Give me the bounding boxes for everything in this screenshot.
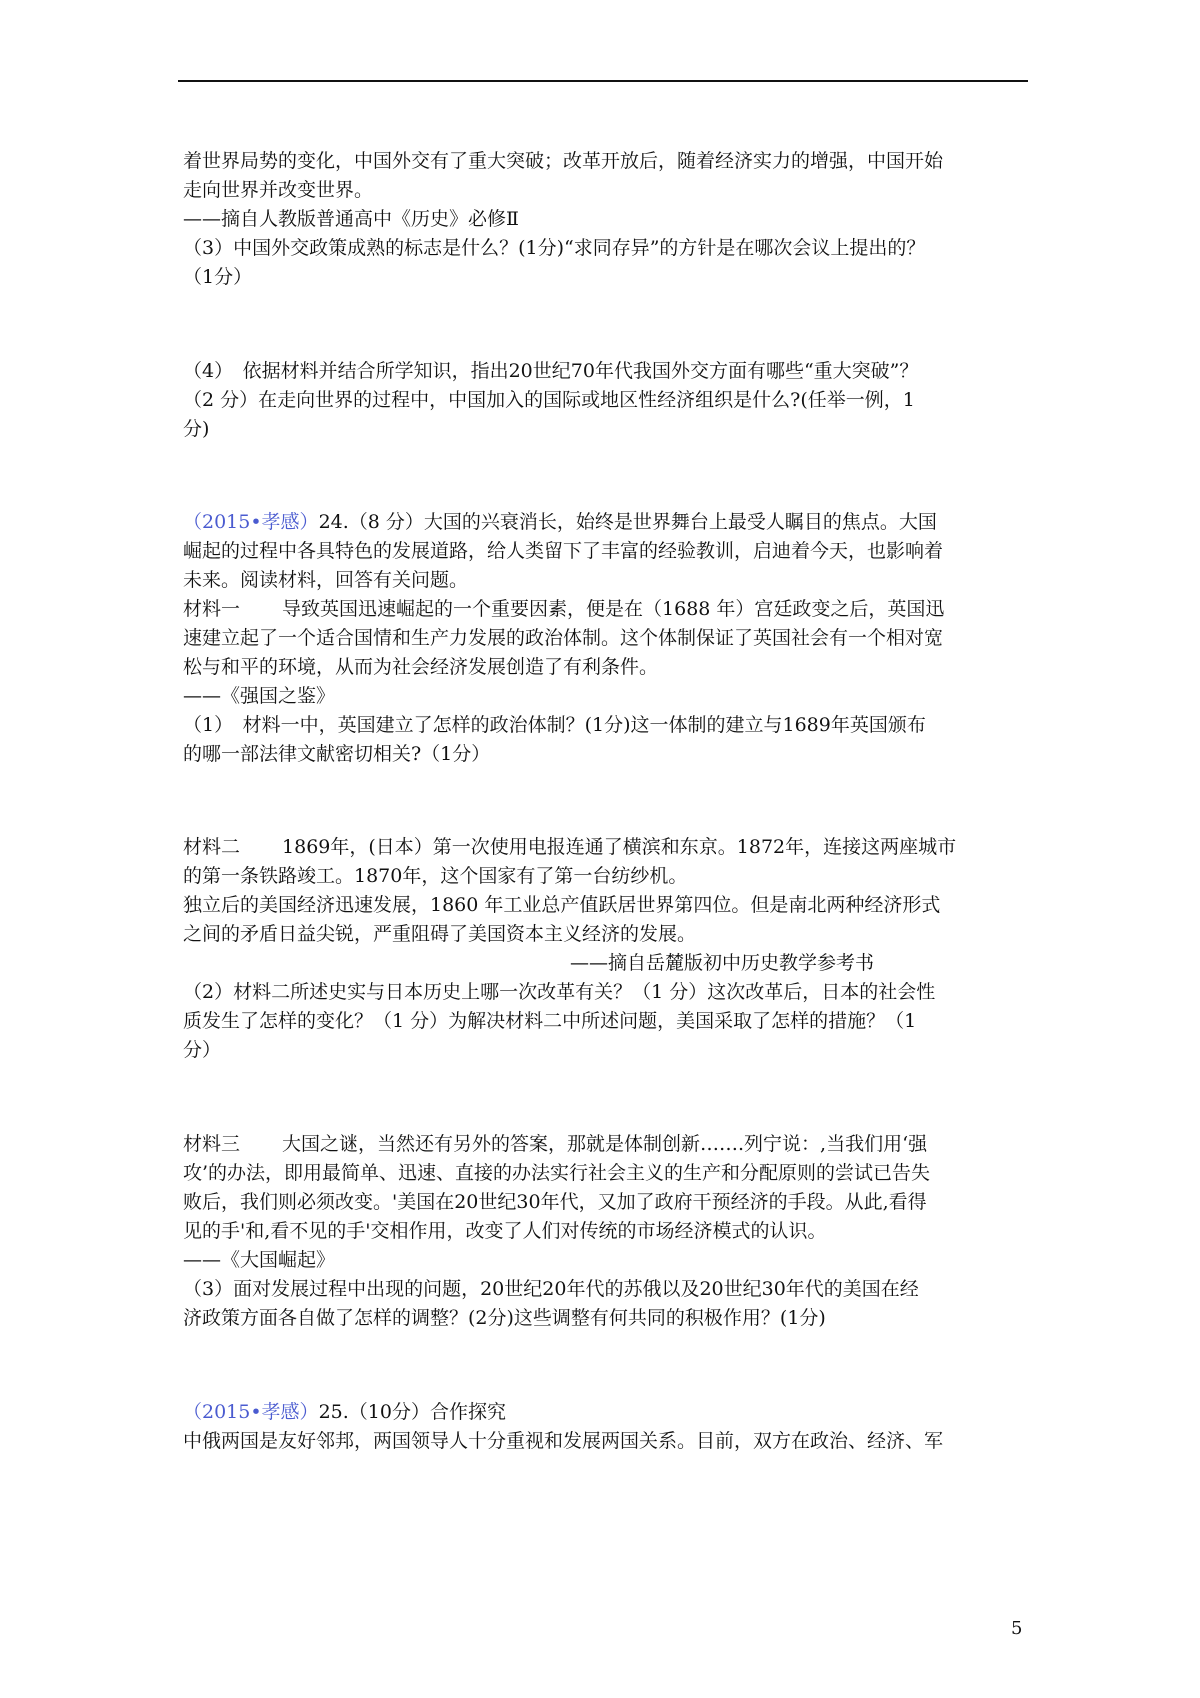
material-label: 材料三 xyxy=(183,1133,241,1155)
question-line: （4） 依据材料并结合所学知识，指出20世纪70年代我国外交方面有哪些“重大突破”？ xyxy=(183,360,919,382)
source-line: ——《强国之鉴》 xyxy=(183,685,336,707)
header-rule xyxy=(178,80,1028,82)
question-line: （1） 材料一中，英国建立了怎样的政治体制？(1分)这一体制的建立与1689年英国颁布 xyxy=(183,714,926,736)
question-line: （2 分）在走向世界的过程中，中国加入的国际或地区性经济组织是什么?(任举一例，1 xyxy=(183,389,915,411)
question-24-header xyxy=(183,508,937,536)
question-line: （3）中国外交政策成熟的标志是什么？(1分)“求同存异”的方针是在哪次会议上提出的？ xyxy=(183,237,926,259)
question-line: 质发生了怎样的变化？（1 分）为解决材料二中所述问题，美国采取了怎样的措施？（1 xyxy=(183,1010,917,1032)
page-number: 5 xyxy=(1011,1618,1023,1639)
text-line: 崛起的过程中各具特色的发展道路，给人类留下了丰富的经验教训，启迪着今天，也影响着 xyxy=(183,540,944,562)
text-line: 的第一条铁路竣工。1870年，这个国家有了第一台纺纱机。 xyxy=(183,865,688,887)
text-line: 松与和平的环境，从而为社会经济发展创造了有利条件。 xyxy=(183,656,659,678)
material-label: 材料一 xyxy=(183,598,241,620)
exam-source: （2015•孝感） xyxy=(183,1401,319,1423)
question-line: （1分） xyxy=(183,266,253,288)
source-line: ——摘自人教版普通高中《历史》必修Ⅱ xyxy=(183,208,519,230)
question-text: 24.（8 分）大国的兴衰消长，始终是世界舞台上最受人瞩目的焦点。大国 xyxy=(318,511,937,533)
text-line: 见的手'和,看不见的手'交相作用，改变了人们对传统的市场经济模式的认识。 xyxy=(183,1220,827,1242)
exam-source: （2015•孝感） xyxy=(183,511,319,533)
text-line: 败后，我们则必须改变。'美国在20世纪30年代，又加了政府干预经济的手段。从此,看得 xyxy=(183,1191,927,1213)
text-line: 未来。阅读材料，回答有关问题。 xyxy=(183,569,469,591)
material-text: 1869年，(日本）第一次使用电报连通了横滨和东京。1872年，连接这两座城市 xyxy=(282,836,957,858)
text-line: 攻’的办法，即用最简单、迅速、直接的办法实行社会主义的生产和分配原则的尝试已告失 xyxy=(183,1162,931,1184)
question-25-header xyxy=(183,1398,506,1426)
question-line: （3）面对发展过程中出现的问题，20世纪20年代的苏俄以及20世纪30年代的美国在经 xyxy=(183,1278,919,1300)
question-line: 分） xyxy=(183,1039,222,1061)
question-line: 分) xyxy=(183,418,210,440)
text-line: 之间的矛盾日益尖锐，严重阻碍了美国资本主义经济的发展。 xyxy=(183,923,697,945)
material-2-line xyxy=(183,833,956,861)
text-line: 走向世界并改变世界。 xyxy=(183,179,374,201)
question-line: 的哪一部法律文献密切相关?（1分） xyxy=(183,743,491,765)
text-line: 着世界局势的变化，中国外交有了重大突破；改革开放后，随着经济实力的增强，中国开始 xyxy=(183,150,944,172)
material-1-line xyxy=(183,595,944,623)
source-line: ——《大国崛起》 xyxy=(183,1249,336,1271)
material-label: 材料二 xyxy=(183,836,241,858)
material-3-line xyxy=(183,1130,927,1158)
text-line: 独立后的美国经济迅速发展，1860 年工业总产值跃居世界第四位。但是南北两种经济形式 xyxy=(183,894,941,916)
question-text: 25.（10分）合作探究 xyxy=(318,1401,506,1423)
question-line: （2）材料二所述史实与日本历史上哪一次改革有关？（1 分）这次改革后，日本的社会性 xyxy=(183,981,936,1003)
question-line: 济政策方面各自做了怎样的调整？(2分)这些调整有何共同的积极作用？(1分) xyxy=(183,1307,826,1329)
material-text: 导致英国迅速崛起的一个重要因素，便是在（1688 年）宫廷政变之后，英国迅 xyxy=(282,598,945,620)
text-line: 中俄两国是友好邻邦，两国领导人十分重视和发展两国关系。目前，双方在政治、经济、军 xyxy=(183,1430,944,1452)
text-line: 速建立起了一个适合国情和生产力发展的政治体制。这个体制保证了英国社会有一个相对宽 xyxy=(183,627,944,649)
source-line: ——摘自岳麓版初中历史教学参考书 xyxy=(570,952,875,974)
material-text: 大国之谜，当然还有另外的答案，那就是体制创新…….列宁说：,当我们用‘强 xyxy=(282,1133,928,1155)
